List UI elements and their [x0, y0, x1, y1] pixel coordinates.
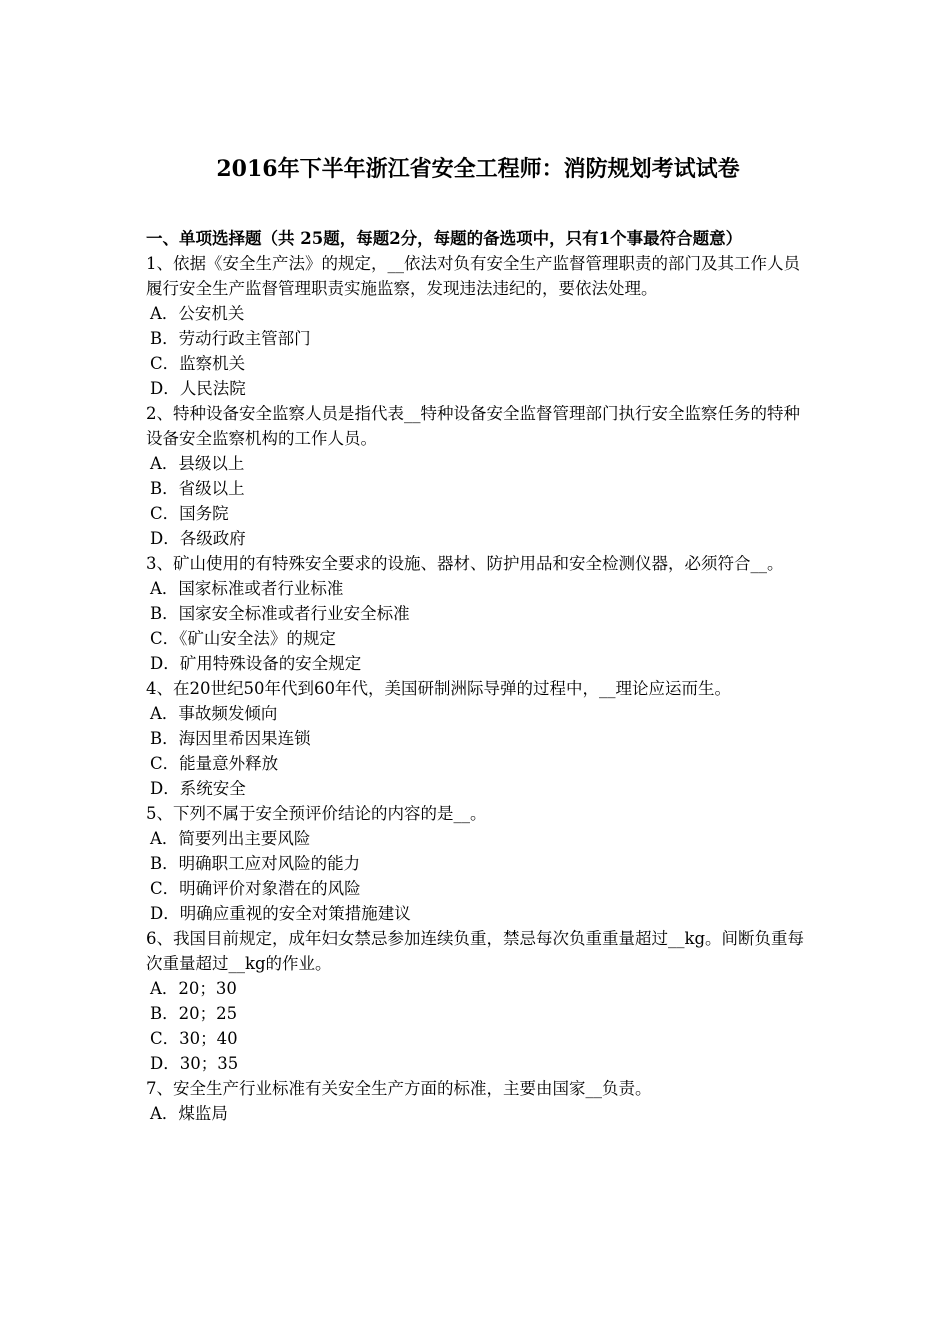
- question-stem: 2、特种设备安全监察人员是指代表__特种设备安全监督管理部门执行安全监察任务的特种设备安全监察机构的工作人员。: [146, 404, 800, 448]
- question-6: [146, 926, 810, 1076]
- question-4: [146, 676, 810, 801]
- option-c: C．能量意外释放: [150, 754, 279, 773]
- option-c: C．国务院: [150, 504, 229, 523]
- option-b: B．海因里希因果连锁: [150, 729, 311, 748]
- option-a: A．简要列出主要风险: [150, 829, 311, 848]
- option-d: D．30；35: [150, 1054, 239, 1073]
- option-a: A．煤监局: [150, 1104, 228, 1123]
- question-3: [146, 551, 810, 676]
- option-c: C．30；40: [150, 1029, 238, 1048]
- option-b: B．国家安全标准或者行业安全标准: [150, 604, 410, 623]
- option-list: [146, 976, 810, 1076]
- option-b: B．明确职工应对风险的能力: [150, 854, 361, 873]
- option-c: C．明确评价对象潜在的风险: [150, 879, 361, 898]
- option-list: [146, 701, 810, 801]
- option-c: C．《矿山安全法》的规定: [150, 629, 336, 648]
- question-2: [146, 401, 810, 551]
- option-list: [146, 301, 810, 401]
- question-stem: 4、在20世纪50年代到60年代，美国研制洲际导弹的过程中，__理论应运而生。: [146, 679, 731, 698]
- section-heading: 一、单项选择题（共 25题，每题2分，每题的备选项中，只有1个事最符合题意）: [146, 229, 743, 248]
- question-stem: 3、矿山使用的有特殊安全要求的设施、器材、防护用品和安全检测仪器，必须符合__。: [146, 554, 784, 573]
- question-stem: 5、下列不属于安全预评价结论的内容的是__。: [146, 804, 487, 823]
- option-list: [146, 826, 810, 926]
- question-stem: 6、我国目前规定，成年妇女禁忌参加连续负重，禁忌每次负重重量超过__kg。间断负重每次重量超过__kg的作业。: [146, 929, 805, 973]
- option-d: D．各级政府: [150, 529, 246, 548]
- question-stem: 7、安全生产行业标准有关安全生产方面的标准，主要由国家__负责。: [146, 1079, 652, 1098]
- option-d: D．系统安全: [150, 779, 246, 798]
- option-list: [146, 451, 810, 551]
- option-c: C．监察机关: [150, 354, 246, 373]
- option-list: [146, 576, 810, 676]
- document-title: 2016年下半年浙江省安全工程师：消防规划考试试卷: [216, 156, 740, 182]
- option-b: B．劳动行政主管部门: [150, 329, 311, 348]
- option-d: D．人民法院: [150, 379, 246, 398]
- question-stem: 1、依据《安全生产法》的规定，__依法对负有安全生产监督管理职责的部门及其工作人员履行安全生产监督管理职责实施监察，发现违法违纪的，要依法处理。: [146, 254, 800, 298]
- option-list: [146, 1101, 810, 1126]
- question-5: [146, 801, 810, 926]
- option-a: A．公安机关: [150, 304, 245, 323]
- option-a: A．国家标准或者行业标准: [150, 579, 344, 598]
- question-1: [146, 251, 810, 401]
- option-a: A．20；30: [150, 979, 237, 998]
- question-7: [146, 1076, 810, 1126]
- option-d: D．矿用特殊设备的安全规定: [150, 654, 362, 673]
- option-d: D．明确应重视的安全对策措施建议: [150, 904, 411, 923]
- option-a: A．事故频发倾向: [150, 704, 278, 723]
- option-a: A．县级以上: [150, 454, 245, 473]
- document-content: [146, 226, 810, 1126]
- option-b: B．20；25: [150, 1004, 238, 1023]
- option-b: B．省级以上: [150, 479, 245, 498]
